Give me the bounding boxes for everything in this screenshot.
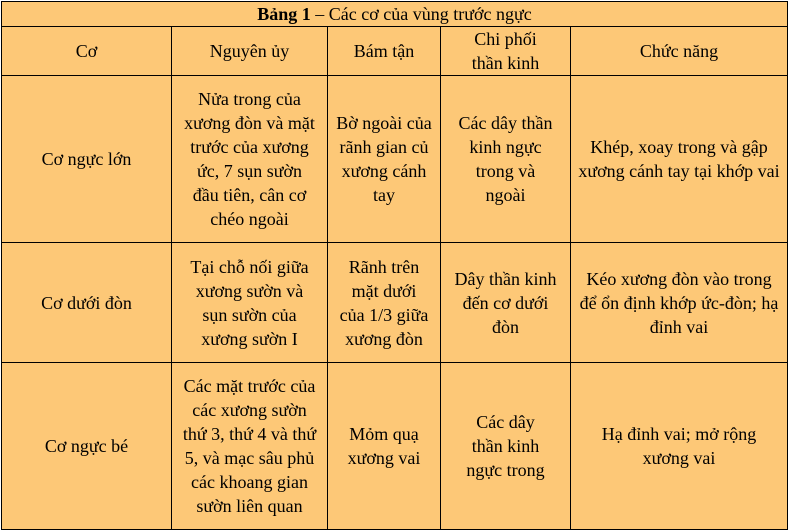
cell-origin: Nửa trong của xương đòn và mặt trước của xương ức, 7 sụn sườn đầu tiên, cân cơ chéo ngoài: [172, 76, 328, 243]
table-caption: [2, 2, 788, 27]
caption-row: [2, 2, 788, 27]
header-origin: Nguyên ủy: [172, 27, 328, 76]
cell-origin: Các mặt trước của các xương sườn thứ 3, thứ 4 và thứ 5, và mạc sâu phủ các khoang gian sườn liên quan: [172, 362, 328, 529]
table-row: [2, 362, 788, 529]
cell-insertion: Mỏm quạ xương vai: [328, 362, 441, 529]
cell-insertion: Bờ ngoài của rãnh gian củ xương cánh tay: [328, 76, 441, 243]
cell-function: Kéo xương đòn vào trong để ổn định khớp ức-đòn; hạ đỉnh vai: [571, 243, 788, 362]
cell-muscle: Cơ ngực bé: [2, 362, 172, 529]
muscle-table: [1, 1, 788, 530]
cell-nerve: Dây thần kinh đến cơ dưới đòn: [441, 243, 571, 362]
cell-origin: Tại chỗ nối giữa xương sườn và sụn sườn của xương sườn I: [172, 243, 328, 362]
table-row: [2, 243, 788, 362]
cell-function: Hạ đỉnh vai; mở rộng xương vai: [571, 362, 788, 529]
header-nerve: Chi phối thần kinh: [441, 27, 571, 76]
cell-nerve: Các dây thần kinh ngực trong: [441, 362, 571, 529]
cell-muscle: Cơ ngực lớn: [2, 76, 172, 243]
cell-function: Khép, xoay trong và gập xương cánh tay tại khớp vai: [571, 76, 788, 243]
header-row: [2, 27, 788, 76]
caption-label: Bảng 1: [257, 4, 311, 25]
cell-insertion: Rãnh trên mặt dưới của 1/3 giữa xương đòn: [328, 243, 441, 362]
header-function: Chức năng: [571, 27, 788, 76]
table-row: [2, 76, 788, 243]
cell-muscle: Cơ dưới đòn: [2, 243, 172, 362]
cell-nerve: Các dây thần kinh ngực trong và ngoài: [441, 76, 571, 243]
header-muscle: Cơ: [2, 27, 172, 76]
header-insertion: Bám tận: [328, 27, 441, 76]
caption-text: – Các cơ của vùng trước ngực: [310, 4, 532, 25]
